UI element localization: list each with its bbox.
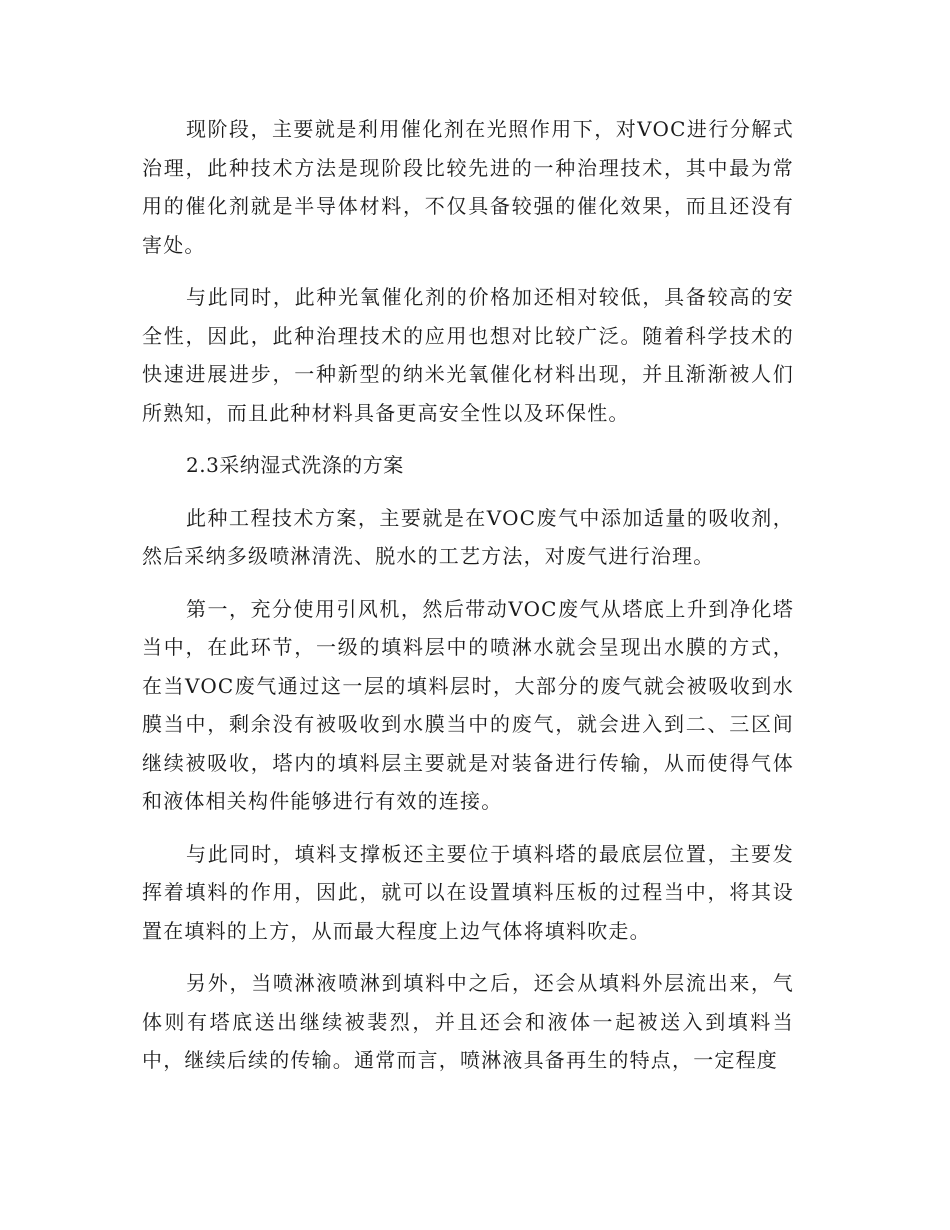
paragraph-support-plate: 与此同时，填料支撑板还主要位于填料塔的最底层位置，主要发挥着填料的作用，因此，就可以在设置填料压板的过程当中，将其设置在填料的上方，从而最大程度上边气体将填料吹走。 — [142, 841, 794, 943]
document-body — [142, 110, 794, 1080]
paragraph-photocatalysis-intro: 现阶段，主要就是利用催化剂在光照作用下，对VOC进行分解式治理，此种技术方法是现阶段比较先进的一种治理技术，其中最为常用的催化剂就是半导体材料，不仅具备较强的催化效果，而且还没有害处。 — [142, 117, 794, 257]
paragraph-wet-scrubbing-overview: 此种工程技术方案，主要就是在VOC废气中添加适量的吸收剂，然后采纳多级喷淋清洗、脱水的工艺方法，对废气进行治理。 — [142, 505, 794, 568]
paragraph-spray-liquid: 另外，当喷淋液喷淋到填料中之后，还会从填料外层流出来，气体则有塔底送出继续被裴烈，并且还会和液体一起被送入到填料当中，继续后续的传输。通常而言，喷淋液具备再生的特点，一定程度 — [142, 971, 794, 1072]
paragraph-first-step: 第一，充分使用引风机，然后带动VOC废气从塔底上升到净化塔当中，在此环节，一级的填料层中的喷淋水就会呈现出水膜的方式，在当VOC废气通过这一层的填料层时，大部分的废气就会被吸收到水膜当中，剩余没有被吸收到水膜当中的废气，就会进入到二、三区间继续被吸收，塔内的填料层主要就是对装备进行传输，从而使得气体和液体相关构件能够进行有效的连接。 — [142, 596, 794, 813]
paragraph-photocatalyst-cost: 与此同时，此种光氧催化剂的价格加还相对较低，具备较高的安全性，因此，此种治理技术的应用也想对比较广泛。随着科学技术的快速进展进步，一种新型的纳米光氧催化材料出现，并且渐渐被人们所熟知，而且此种材料具备更高安全性以及环保性。 — [142, 285, 794, 425]
section-heading-wet-scrubbing: 2.3采纳湿式洗涤的方案 — [186, 453, 404, 477]
